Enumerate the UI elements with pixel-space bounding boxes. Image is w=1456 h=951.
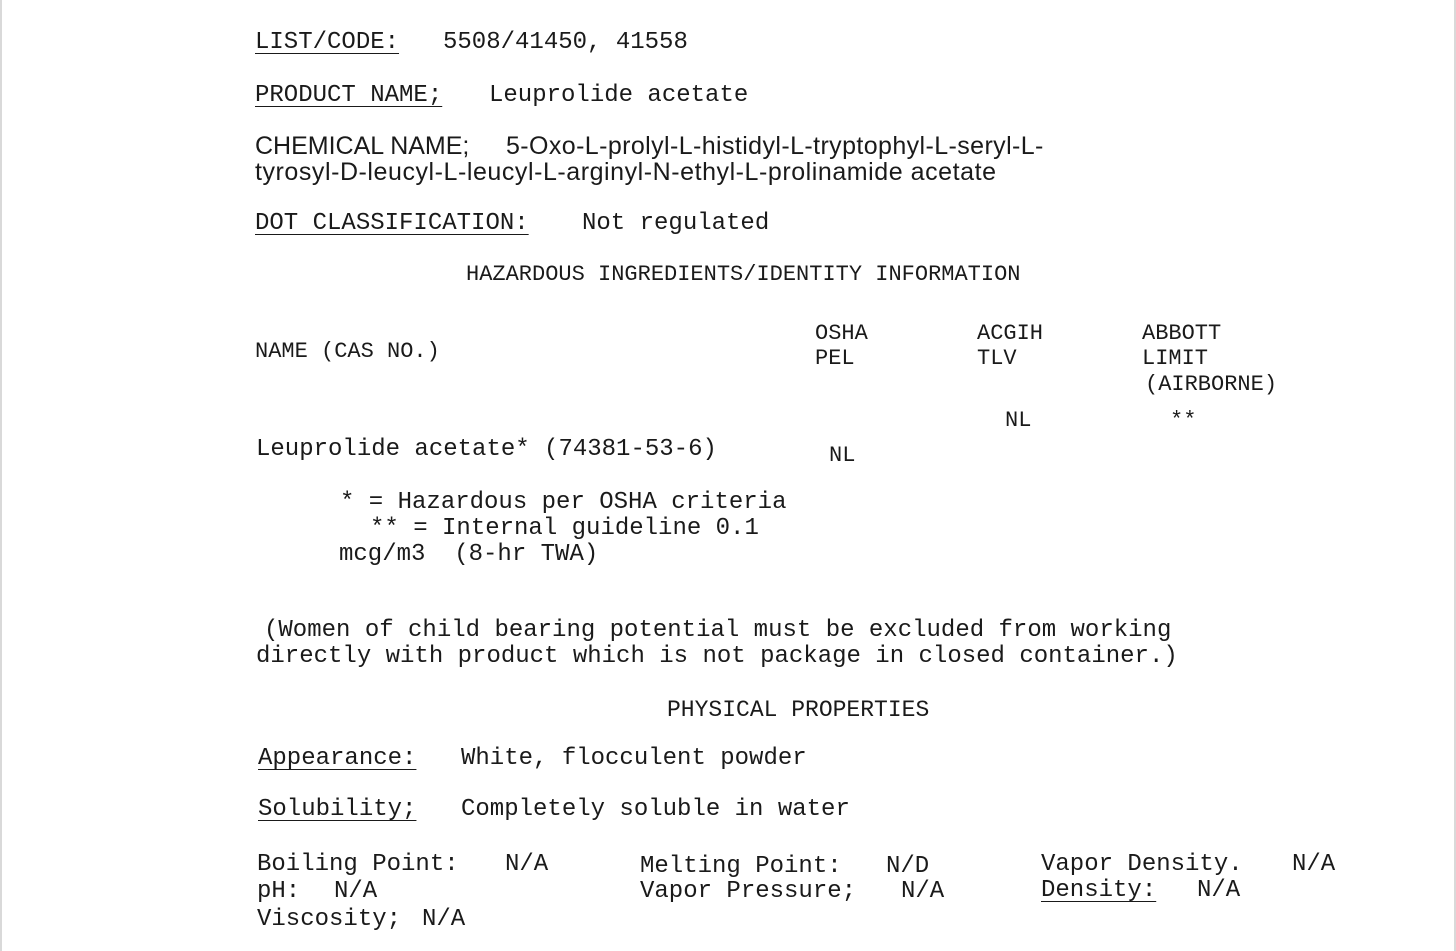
vapor-density-value: N/A: [1292, 851, 1336, 878]
vapor-density-label: Vapor Density.: [1041, 851, 1243, 878]
boiling-point-label: Boiling Point:: [257, 851, 459, 878]
col-header-abbott-line-2: LIMIT: [1142, 346, 1209, 371]
product-name-value: Leuprolide acetate: [489, 82, 749, 109]
note-units: mcg/m3 (8-hr TWA): [339, 541, 599, 568]
appearance-label: Appearance:: [258, 745, 417, 772]
col-header-abbott-line-3: (AIRBORNE): [1145, 372, 1278, 397]
page-left-edge: [0, 0, 2, 951]
row-osha-value: NL: [829, 443, 856, 468]
note-hazardous-osha: * = Hazardous per OSHA criteria: [340, 489, 787, 516]
solubility-value: Completely soluble in water: [461, 796, 850, 823]
ph-value: N/A: [334, 878, 378, 905]
col-header-name: NAME (CAS NO.): [255, 339, 440, 364]
row-ingredient-name: Leuprolide acetate* (74381-53-6): [256, 436, 717, 463]
boiling-point-value: N/A: [505, 851, 549, 878]
note-internal-guideline: ** = Internal guideline 0.1: [370, 515, 759, 542]
col-header-osha-line-1: OSHA: [815, 321, 868, 346]
density-value: N/A: [1197, 877, 1241, 904]
hazard-section-heading: HAZARDOUS INGREDIENTS/IDENTITY INFORMATION: [466, 262, 1021, 287]
density-label: Density:: [1041, 877, 1157, 904]
col-header-acgih-line-2: TLV: [977, 346, 1017, 371]
melting-point-label: Melting Point:: [640, 853, 842, 880]
row-acgih-value: NL: [1005, 408, 1032, 433]
vapor-pressure-value: N/A: [901, 878, 945, 905]
col-header-acgih-line-1: ACGIH: [977, 321, 1044, 346]
product-name-label: PRODUCT NAME;: [255, 82, 443, 109]
list-code-label: LIST/CODE:: [255, 29, 400, 56]
dot-classification-label: DOT CLASSIFICATION:: [255, 210, 529, 237]
row-abbott-value: **: [1170, 408, 1197, 433]
col-header-abbott-line-1: ABBOTT: [1142, 321, 1222, 346]
physical-properties-heading: PHYSICAL PROPERTIES: [667, 697, 930, 723]
melting-point-value: N/D: [886, 853, 930, 880]
chemical-name-line-1: 5-Oxo-L-prolyl-L-histidyl-L-tryptophyl-L-seryl-L-: [506, 132, 1044, 160]
chemical-name-label: CHEMICAL NAME;: [255, 132, 470, 160]
col-header-osha-line-2: PEL: [815, 346, 855, 371]
warning-line-1: (Women of child bearing potential must be excluded from working: [264, 617, 1172, 644]
warning-line-2: directly with product which is not package in closed container.): [256, 643, 1178, 670]
ph-label: pH:: [257, 878, 301, 905]
viscosity-value: N/A: [422, 906, 466, 933]
vapor-pressure-label: Vapor Pressure;: [640, 878, 857, 905]
appearance-value: White, flocculent powder: [461, 745, 807, 772]
chemical-name-line-2: tyrosyl-D-leucyl-L-leucyl-L-arginyl-N-ethyl-L-prolinamide acetate: [255, 158, 997, 186]
list-code-value: 5508/41450, 41558: [443, 29, 688, 56]
solubility-label: Solubility;: [258, 796, 417, 823]
dot-classification-value: Not regulated: [582, 210, 770, 237]
viscosity-label: Viscosity;: [257, 906, 402, 933]
